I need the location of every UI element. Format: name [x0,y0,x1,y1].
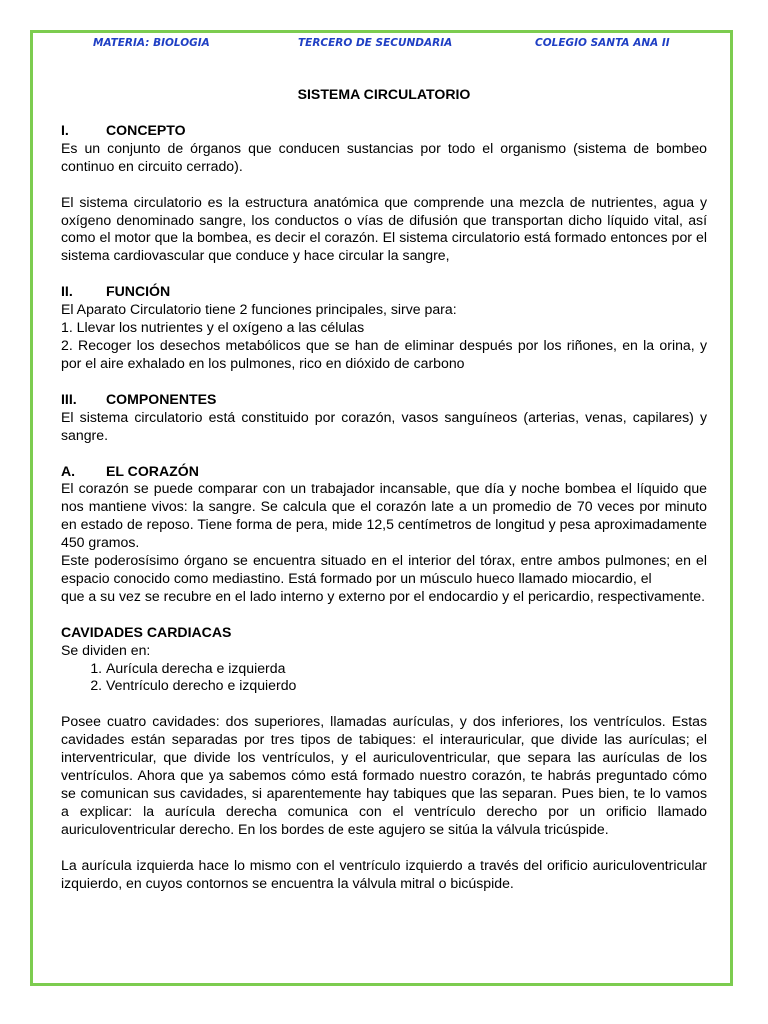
paragraph: El corazón se puede comparar con un trabajador incansable, que día y noche bombea el líquido que nos mantiene vivos: la sangre. Se calcula que el corazón late a un promedio de 70 veces por minuto en estado de reposo. Tiene forma de pera, mide 12,5 centímetros de longitud y pesa aproximadamente 450 gramos. [61,480,707,551]
section-number: III. [61,390,77,407]
section-heading-funcion [61,283,707,301]
list-item: 1. Llevar los nutrientes y el oxígeno a las células [61,319,365,336]
header-school: COLEGIO SANTA ANA II [535,37,670,49]
paragraph: que a su vez se recubre en el lado interno y externo por el endocardio y el pericardio, respectivamente. [61,587,705,604]
paragraph: Este poderosísimo órgano se encuentra situado en el interior del tórax, entre ambos pulmones; en el espacio conocido como mediastino. Está formado por un músculo hueco llamado miocardio, el [61,552,707,586]
section-title: FUNCIÓN [106,283,171,300]
paragraph: La aurícula izquierda hace lo mismo con el ventrículo izquierdo a través del orificio auriculoventricular izquierdo, en cuyos contornos se encuentra la válvula mitral o bicúspide. [61,856,707,891]
section-title: COMPONENTES [106,390,217,407]
paragraph: Posee cuatro cavidades: dos superiores, llamadas aurículas, y dos inferiores, los ventrículos. Estas cavidades están separadas por tres tipos de tabiques: el interauricular, que divide las aurículas; el interventricular, que divide los ventrículos, y el auriculoventricular, que separa las aurículas de los ventrículos. Ahora que ya sabemos cómo está formado nuestro corazón, te habrás preguntado cómo se comunican sus cavidades, si aparentemente hay tabiques que las separan. Pues bien, te lo vamos a explicar: la aurícula derecha comunica con el ventrículo derecho por un orificio llamado auriculoventricular derecho. En los bordes de este agujero se sitúa la válvula tricúspide. [61,713,707,837]
section-heading-cavidades: CAVIDADES CARDIACAS [61,623,232,640]
paragraph: El sistema circulatorio es la estructura anatómica que comprende una mezcla de nutrientes, agua y oxígeno denominado sangre, los conductos o vías de difusión que transportan dicho líquido vital, así como el motor que la bombea, es decir el corazón. El sistema circulatorio está formado entonces por el sistema cardiovascular que conduce y hace circular la sangre, [61,193,707,264]
document-body [61,86,707,893]
page-header [36,37,736,53]
section-heading-corazon [61,463,707,481]
section-number: A. [61,462,76,479]
document-title: SISTEMA CIRCULATORIO [297,86,471,102]
list-item: 2. Recoger los desechos metabólicos que se han de eliminar después por los riñones, en la orina, y por el aire exhalado en los pulmones, rico en dióxido de carbono [61,336,707,371]
paragraph: El sistema circulatorio está constituido por corazón, vasos sanguíneos (arterias, venas, capilares) y sangre. [61,408,707,443]
paragraph: El Aparato Circulatorio tiene 2 funciones principales, sirve para: [61,301,457,318]
paragraph: Es un conjunto de órganos que conducen sustancias por todo el organismo (sistema de bombeo continuo en circuito cerrado). [61,139,707,174]
header-subject: MATERIA: BIOLOGIA [93,37,210,49]
section-number: II. [61,283,73,300]
section-title: EL CORAZÓN [106,462,199,479]
list-item: 1. Aurícula derecha e izquierda [106,660,707,678]
header-grade: TERCERO DE SECUNDARIA [298,37,453,49]
section-title: CONCEPTO [106,121,186,138]
section-heading-componentes [61,391,707,409]
list-item: 2. Ventrículo derecho e izquierdo [106,677,707,695]
paragraph: Se dividen en: [61,641,151,658]
section-heading-concepto [61,122,707,140]
section-number: I. [61,121,69,138]
cavity-list [61,660,707,696]
